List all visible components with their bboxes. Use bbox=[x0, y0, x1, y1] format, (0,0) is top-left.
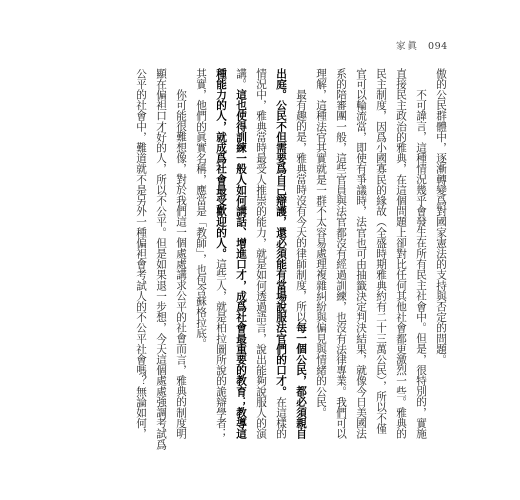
vertical-text-body bbox=[131, 68, 451, 448]
bold-text-segment: 每一個公民，都必須親自 bbox=[295, 322, 307, 439]
text-column bbox=[171, 68, 191, 448]
text-column bbox=[251, 68, 271, 448]
text-segment: 最有趣的是，雅典當時沒有今天的律師制度，所以 bbox=[295, 89, 307, 323]
text-segment: 直接民主政治的雅典，在這個問題上卻對比任何其他社會都更激烈一些。雅典的 bbox=[395, 68, 407, 439]
text-column bbox=[191, 68, 211, 448]
text-column bbox=[271, 68, 291, 448]
text-segment: 其實，他們的眞實名稱，應當是「教師」，也包含蘇格拉底。 bbox=[195, 68, 207, 349]
bold-text-segment: 出庭。公民不但需要爲自己辯護，還必須能有當場說服法官們的口才。 bbox=[275, 68, 287, 397]
page-number: 094 bbox=[428, 41, 448, 52]
text-column bbox=[411, 68, 431, 448]
bold-text-segment: 這也使得訓練一般人如何講話、增進口才，成爲社會最重要的教育；教導這 bbox=[235, 89, 247, 440]
text-column bbox=[311, 68, 331, 448]
text-segment: 官可以輪流當，即使有爭議時，法官也可由抽籤決定判決結果，就像今日美國法 bbox=[355, 68, 367, 439]
text-segment: 系的陪審團一般，這些官員與法官都沒有經過訓練，也沒有法律專業。我們可以 bbox=[335, 68, 347, 439]
text-column bbox=[331, 68, 351, 448]
text-segment: 你可能很難想像，對於我們這一個處處講求公平的社會而言，雅典的制度明 bbox=[175, 89, 187, 439]
running-head bbox=[396, 40, 448, 54]
text-segment: 講。 bbox=[235, 68, 247, 90]
text-column bbox=[391, 68, 411, 448]
text-segment: 這些人，就是柏拉圖所說的詭辯學者； bbox=[215, 258, 227, 440]
text-segment: 情況中，雅典當時最受人推崇的能力，就是如何透過語言，說出能夠說服人的演 bbox=[255, 68, 267, 439]
book-title: 家眞 bbox=[396, 41, 420, 52]
text-segment: 公平的社會中，難道就不是另外一種偏袒會考試人的不公平社會嗎？無論如何， bbox=[135, 68, 147, 439]
text-segment: 顯在偏袒口才好的人，所以不公平。但是如果退一步想，今天這個處處強調考試爲 bbox=[155, 68, 167, 450]
text-segment: 理解，這種法官其實就是一群不太容易處理複雜糾紛與偏見與情緒的公民。 bbox=[315, 68, 327, 418]
text-segment: 民主制度，因爲小國寡民的緣故（全盛時期雅典約有二十三萬公民），所以不僅 bbox=[375, 68, 387, 434]
text-column bbox=[231, 68, 251, 448]
text-column bbox=[151, 68, 171, 448]
text-column bbox=[431, 68, 451, 448]
text-segment: 在這樣的 bbox=[275, 396, 287, 440]
text-column bbox=[131, 68, 151, 448]
text-segment: 傲的公民群體中，逐漸轉變爲對國家憲法的支持與否定的問題。 bbox=[435, 68, 447, 365]
bold-text-segment: 種能力的人，就成爲社會最受歡迎的人。 bbox=[215, 68, 227, 259]
text-column bbox=[211, 68, 231, 448]
text-segment: 不可諱言，這種情況幾乎會發生在所有民主社會中。但是，很特別的，實施 bbox=[415, 89, 427, 439]
text-column bbox=[351, 68, 371, 448]
text-column bbox=[371, 68, 391, 448]
text-column bbox=[291, 68, 311, 448]
